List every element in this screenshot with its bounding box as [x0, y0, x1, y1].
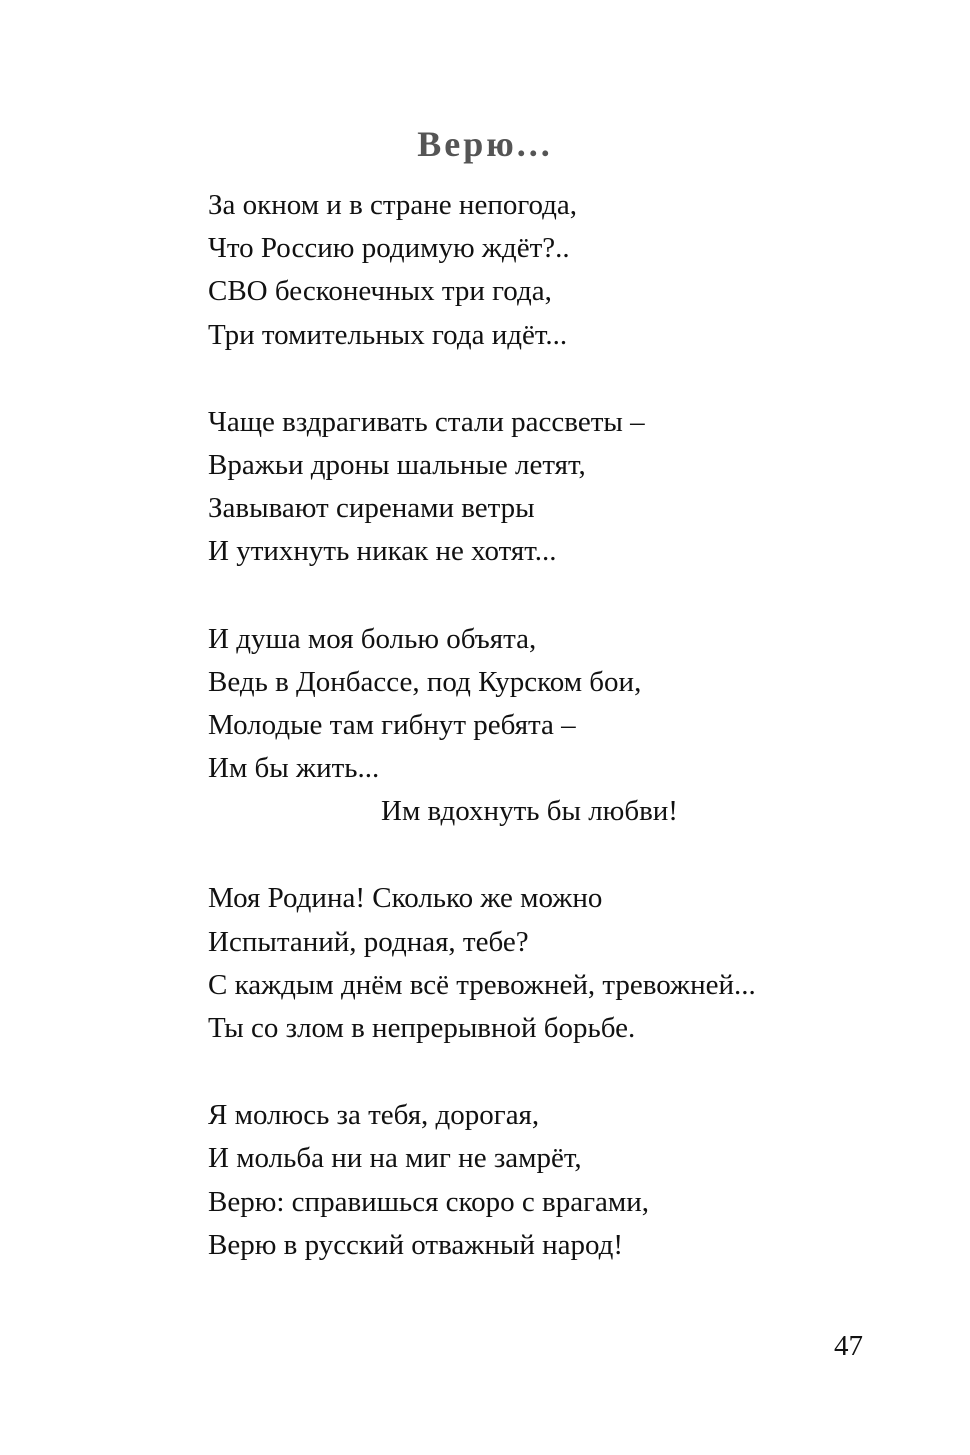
poem-line: Верю в русский отважный народ! — [208, 1228, 624, 1261]
poem-body — [208, 184, 848, 1311]
poem-line: Верю: справишься скоро с врагами, — [208, 1185, 649, 1218]
poem-line: Завывают сиренами ветры — [208, 492, 535, 525]
poem-line: Испытаний, родная, тебе? — [208, 925, 529, 958]
poem-line: За окном и в стране непогода, — [208, 189, 578, 221]
poem-title: Верю... — [417, 124, 553, 165]
poem-line: Я молюсь за тебя, дорогая, — [208, 1099, 540, 1132]
poem-line: Вражьи дроны шальные летят, — [208, 448, 586, 481]
poem-line: И утихнуть никак не хотят... — [208, 535, 557, 568]
poem-line: Три томительных года идёт... — [208, 318, 568, 351]
stanza-3 — [208, 618, 848, 834]
poem-line: Ты со злом в непрерывной борьбе. — [208, 1012, 636, 1044]
page-number: 47 — [834, 1330, 863, 1362]
poem-line: СВО бесконечных три года, — [208, 275, 552, 308]
stanza-2 — [208, 401, 848, 574]
poem-line: Что Россию родимую ждёт?.. — [208, 232, 570, 265]
stanza-5 — [208, 1094, 848, 1267]
poem-line: Чаще вздрагивать стали рассветы – — [208, 405, 645, 438]
poem-line-indented: Им вдохнуть бы любви! — [381, 795, 678, 828]
stanza-4 — [208, 877, 848, 1050]
poem-line: Молодые там гибнут ребята – — [208, 708, 576, 741]
poem-line: Ведь в Донбассе, под Курском бои, — [208, 665, 642, 698]
poem-line: Моя Родина! Сколько же можно — [208, 882, 603, 915]
poem-line: И душа моя болью объята, — [208, 622, 537, 655]
poem-line: С каждым днём всё тревожней, тревожней... — [208, 968, 756, 1001]
stanza-1 — [208, 184, 848, 357]
poem-line: Им бы жить... — [208, 752, 380, 785]
poem-line: И мольба ни на миг не замрёт, — [208, 1142, 582, 1175]
